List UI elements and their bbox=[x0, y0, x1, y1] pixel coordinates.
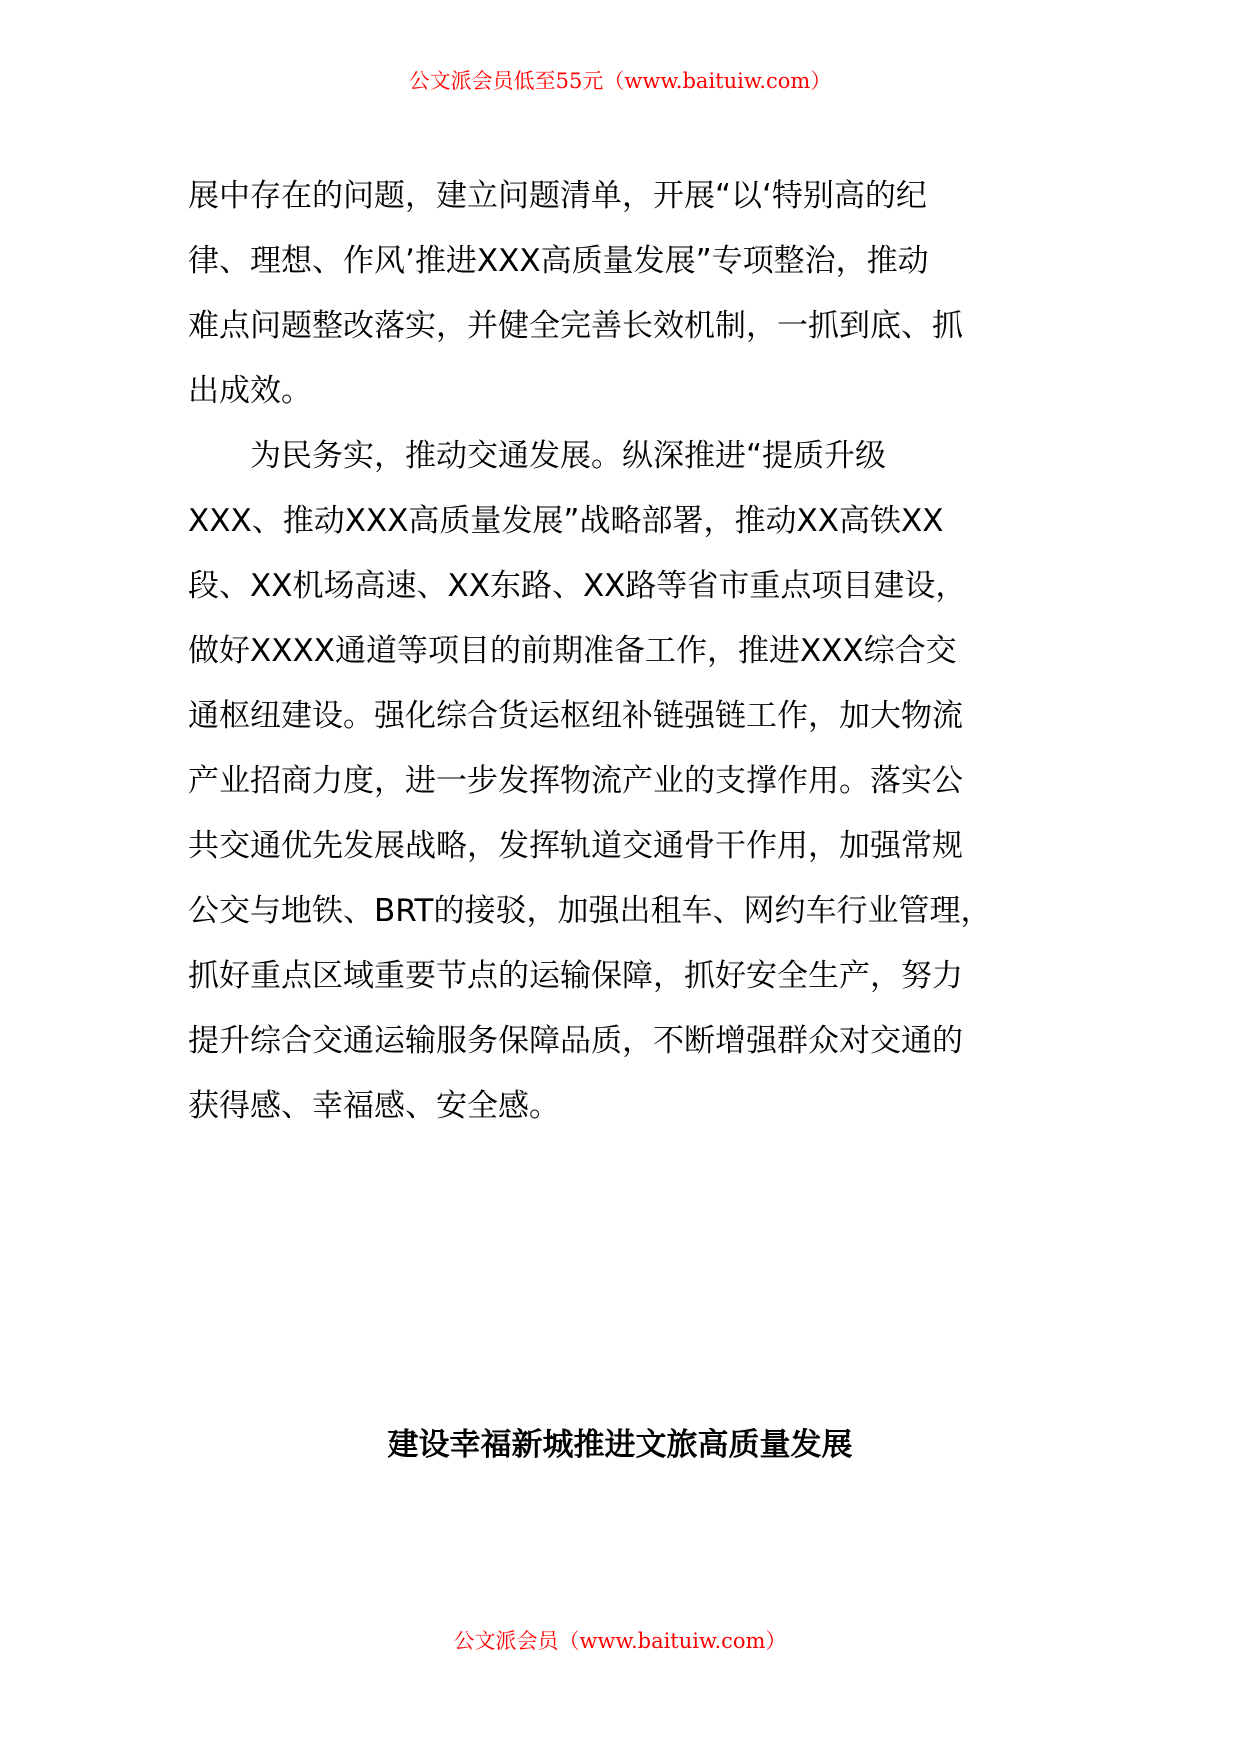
body-text-line: 做好XXXX通道等项目的前期准备工作，推进XXX综合交 bbox=[188, 633, 957, 669]
footer-watermark: 公文派会员（www.baituiw.com） bbox=[453, 1629, 787, 1653]
body-text-line: 通枢纽建设。强化综合货运枢纽补链强链工作，加大物流 bbox=[188, 698, 963, 734]
body-text-line: 产业招商力度，进一步发挥物流产业的支撑作用。落实公 bbox=[188, 763, 963, 799]
body-text-line: 获得感、幸福感、安全感。 bbox=[188, 1088, 560, 1124]
body-text-line: 提升综合交通运输服务保障品质，不断增强群众对交通的 bbox=[188, 1023, 963, 1059]
body-text-line: 为民务实，推动交通发展。纵深推进“提质升级 bbox=[188, 438, 887, 474]
body-text-line: 律、理想、作风’推进XXX高质量发展”专项整治，推动 bbox=[188, 243, 929, 279]
body-text-line: XXX、推动XXX高质量发展”战略部署，推动XX高铁XX bbox=[188, 503, 944, 539]
section-title: 建设幸福新城推进文旅高质量发展 bbox=[387, 1427, 853, 1463]
body-text-line: 共交通优先发展战略，发挥轨道交通骨干作用，加强常规 bbox=[188, 828, 963, 864]
body-text-line: 出成效。 bbox=[188, 373, 312, 409]
body-text-line: 展中存在的问题，建立问题清单，开展“以‘特别高的纪 bbox=[188, 178, 927, 214]
body-text-line: 公交与地铁、BRT的接驳，加强出租车、网约车行业管理， bbox=[188, 893, 992, 929]
body-text-line: 难点问题整改落实，并健全完善长效机制，一抓到底、抓 bbox=[188, 308, 963, 344]
body-text-line: 段、XX机场高速、XX东路、XX路等省市重点项目建设， bbox=[188, 568, 967, 604]
body-text-line: 抓好重点区域重要节点的运输保障，抓好安全生产，努力 bbox=[188, 958, 963, 994]
header-watermark: 公文派会员低至55元（www.baituiw.com） bbox=[408, 69, 832, 93]
